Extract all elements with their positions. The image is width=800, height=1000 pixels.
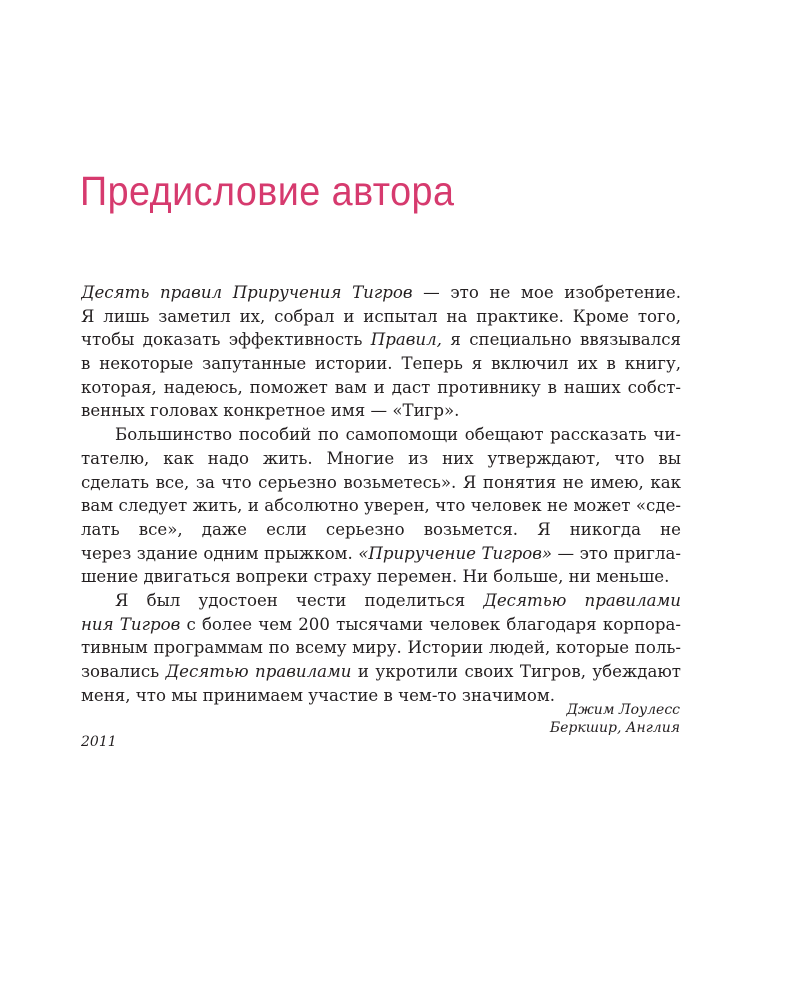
page-title: Предисловие автора	[80, 168, 455, 214]
text-run: тателю, как надо жить. Многие из них утверждают, что вы	[81, 448, 681, 468]
text-line	[81, 565, 681, 589]
text-line	[81, 447, 681, 471]
text-run: и укротили своих Тигров, убеждают	[351, 662, 681, 681]
text-line	[81, 636, 681, 660]
text-run: я специально ввязывался	[441, 330, 681, 350]
text-line	[81, 518, 681, 542]
text-run: зовались	[81, 662, 166, 681]
text-line	[81, 328, 681, 352]
italic-book-title: Десятью правилами	[483, 590, 681, 610]
text-line	[81, 352, 681, 376]
text-line	[81, 423, 681, 447]
text-run: через здание одним прыжком.	[81, 543, 359, 563]
italic-book-title: Десять правил Приручения Тигров	[81, 283, 413, 302]
text-run: венных головах конкретное имя — «Тигр».	[81, 401, 460, 421]
text-run: — это пригла-	[552, 543, 681, 563]
text-run: в некоторые запутанные истории. Теперь я включил их в книгу,	[81, 354, 681, 374]
text-run: лать все», даже если серьезно возьмется. Я никогда не	[81, 519, 681, 539]
text-run: которая, надеюсь, поможет вам и даст противнику в наших собст-	[81, 377, 681, 397]
year: 2011	[81, 734, 117, 750]
italic-book-title: ния Тигров	[81, 614, 181, 634]
text-run: тивным программам по всему миру. Истории людей, которые поль-	[81, 638, 681, 658]
text-line	[81, 613, 681, 637]
text-line	[81, 376, 681, 400]
text-run: меня, что мы принимаем участие в чем-то значимом.	[81, 685, 556, 705]
text-line	[81, 399, 681, 423]
italic-book-title: «Приручение Тигров»	[358, 543, 553, 563]
text-run: с более чем 200 тысячами человек благодаря корпора-	[180, 614, 681, 634]
text-run: Я был удостоен чести поделиться	[115, 590, 484, 610]
text-line	[81, 305, 681, 329]
text-run: чтобы доказать эффективность	[81, 330, 371, 350]
text-run: Я лишь заметил их, собрал и испытал на практике. Кроме того,	[81, 306, 681, 326]
text-run: Большинство пособий по самопомощи обещают рассказать чи-	[115, 425, 681, 445]
preface-text	[81, 281, 681, 707]
text-line	[81, 494, 681, 518]
text-run: вам следует жить, и абсолютно уверен, что человек не может «сде-	[81, 496, 681, 516]
text-line	[81, 660, 681, 684]
text-run: сделать все, за что серьезно возьметесь». Я понятия не имею, как	[81, 472, 681, 492]
italic-term: Десятью правилами	[165, 662, 352, 681]
text-line	[81, 589, 681, 613]
text-run: — это не мое изобретение.	[412, 283, 681, 302]
signature-author: Джим Лоулесс	[566, 702, 680, 718]
text-line	[81, 281, 681, 305]
text-line	[81, 471, 681, 495]
text-line	[81, 542, 681, 566]
signature-place: Беркшир, Англия	[549, 720, 680, 736]
text-run: шение двигаться вопреки страху перемен. Ни больше, ни меньше.	[81, 567, 670, 587]
italic-term: Правил,	[370, 330, 442, 350]
